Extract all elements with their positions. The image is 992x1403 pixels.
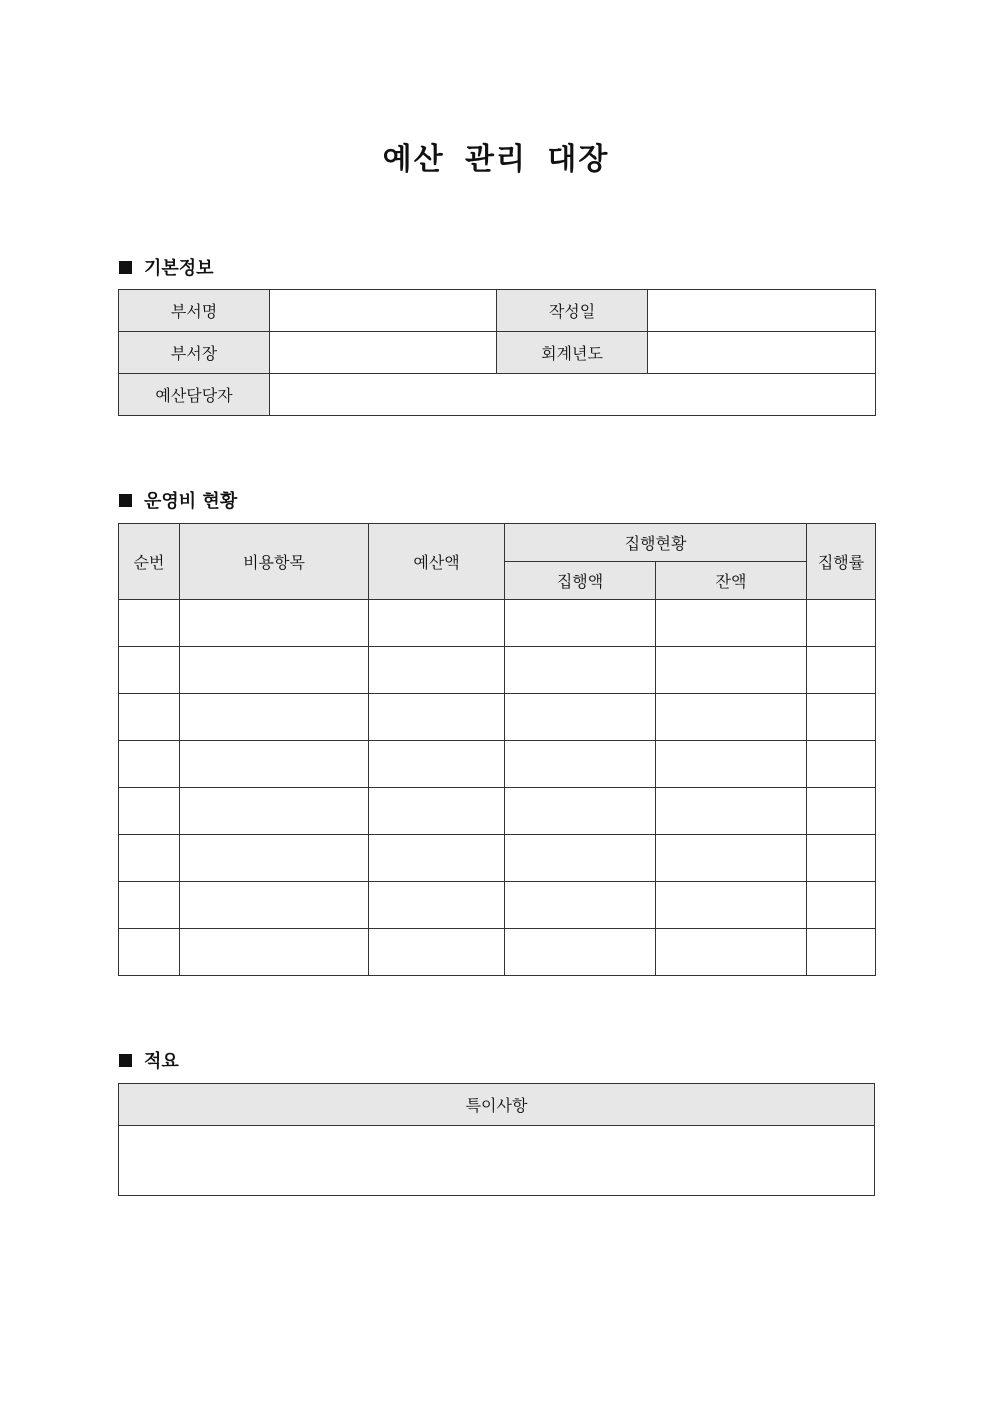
- cell-execution-rate[interactable]: [807, 788, 876, 835]
- cell-balance[interactable]: [656, 600, 807, 647]
- operating-costs-body: [119, 600, 876, 976]
- operating-costs-heading: [119, 487, 237, 513]
- cell-execution-rate[interactable]: [807, 647, 876, 694]
- cell-item[interactable]: [180, 835, 369, 882]
- table-row: [119, 741, 876, 788]
- dept-name-label: 부서명: [119, 290, 270, 332]
- fiscal-year-label: 회계년도: [497, 332, 648, 374]
- table-row: [119, 332, 876, 374]
- col-header-balance: 잔액: [656, 562, 807, 600]
- cell-budget[interactable]: [369, 647, 505, 694]
- table-row: [119, 929, 876, 976]
- cell-no[interactable]: [119, 600, 180, 647]
- operating-costs-heading-text: 운영비 현황: [144, 491, 238, 512]
- basic-info-table: [118, 289, 876, 416]
- square-bullet-icon: [119, 1054, 132, 1067]
- table-row: [119, 374, 876, 416]
- col-header-no: 순번: [119, 524, 180, 600]
- cell-executed-amount[interactable]: [505, 694, 656, 741]
- table-row: [119, 647, 876, 694]
- written-date-field[interactable]: [648, 290, 876, 332]
- dept-head-label: 부서장: [119, 332, 270, 374]
- page-title: 예산 관리 대장: [382, 142, 610, 177]
- operating-costs-table: [118, 523, 876, 976]
- cell-item[interactable]: [180, 647, 369, 694]
- cell-no[interactable]: [119, 929, 180, 976]
- cell-budget[interactable]: [369, 600, 505, 647]
- cell-item[interactable]: [180, 788, 369, 835]
- table-header-row: [119, 1084, 875, 1126]
- budget-manager-label: 예산담당자: [119, 374, 270, 416]
- cell-execution-rate[interactable]: [807, 882, 876, 929]
- cell-execution-rate[interactable]: [807, 835, 876, 882]
- cell-item[interactable]: [180, 741, 369, 788]
- cell-budget[interactable]: [369, 882, 505, 929]
- table-row: [119, 600, 876, 647]
- cell-execution-rate[interactable]: [807, 741, 876, 788]
- cell-no[interactable]: [119, 741, 180, 788]
- table-row: [119, 882, 876, 929]
- remarks-field[interactable]: [119, 1126, 875, 1196]
- cell-balance[interactable]: [656, 882, 807, 929]
- summary-heading: [119, 1047, 179, 1073]
- col-header-execution-status: 집행현황: [505, 524, 807, 562]
- dept-head-field[interactable]: [270, 332, 497, 374]
- basic-info-heading-text: 기본정보: [144, 258, 214, 279]
- square-bullet-icon: [119, 494, 132, 507]
- fiscal-year-field[interactable]: [648, 332, 876, 374]
- table-row: [119, 835, 876, 882]
- summary-heading-text: 적요: [144, 1051, 179, 1072]
- dept-name-field[interactable]: [270, 290, 497, 332]
- cell-balance[interactable]: [656, 788, 807, 835]
- square-bullet-icon: [119, 261, 132, 274]
- cell-no[interactable]: [119, 694, 180, 741]
- table-row: [119, 1126, 875, 1196]
- cell-budget[interactable]: [369, 835, 505, 882]
- table-row: [119, 290, 876, 332]
- written-date-label: 작성일: [497, 290, 648, 332]
- cell-item[interactable]: [180, 600, 369, 647]
- cell-execution-rate[interactable]: [807, 694, 876, 741]
- cell-budget[interactable]: [369, 694, 505, 741]
- cell-item[interactable]: [180, 882, 369, 929]
- cell-execution-rate[interactable]: [807, 600, 876, 647]
- cell-budget[interactable]: [369, 929, 505, 976]
- budget-manager-field[interactable]: [270, 374, 876, 416]
- col-header-item: 비용항목: [180, 524, 369, 600]
- col-header-execution-rate: 집행률: [807, 524, 876, 600]
- table-row: [119, 788, 876, 835]
- cell-balance[interactable]: [656, 835, 807, 882]
- cell-no[interactable]: [119, 788, 180, 835]
- cell-budget[interactable]: [369, 788, 505, 835]
- cell-item[interactable]: [180, 929, 369, 976]
- cell-balance[interactable]: [656, 929, 807, 976]
- col-header-budget: 예산액: [369, 524, 505, 600]
- cell-balance[interactable]: [656, 741, 807, 788]
- cell-executed-amount[interactable]: [505, 929, 656, 976]
- remarks-label: 특이사항: [119, 1084, 875, 1126]
- cell-executed-amount[interactable]: [505, 600, 656, 647]
- table-row: [119, 694, 876, 741]
- table-header-row: [119, 524, 876, 562]
- cell-budget[interactable]: [369, 741, 505, 788]
- cell-item[interactable]: [180, 694, 369, 741]
- cell-balance[interactable]: [656, 694, 807, 741]
- cell-no[interactable]: [119, 647, 180, 694]
- basic-info-heading: [119, 254, 214, 280]
- col-header-executed-amount: 집행액: [505, 562, 656, 600]
- cell-executed-amount[interactable]: [505, 647, 656, 694]
- cell-balance[interactable]: [656, 647, 807, 694]
- cell-no[interactable]: [119, 835, 180, 882]
- cell-executed-amount[interactable]: [505, 835, 656, 882]
- remarks-table: [118, 1083, 875, 1196]
- cell-executed-amount[interactable]: [505, 741, 656, 788]
- cell-executed-amount[interactable]: [505, 882, 656, 929]
- cell-execution-rate[interactable]: [807, 929, 876, 976]
- cell-no[interactable]: [119, 882, 180, 929]
- cell-executed-amount[interactable]: [505, 788, 656, 835]
